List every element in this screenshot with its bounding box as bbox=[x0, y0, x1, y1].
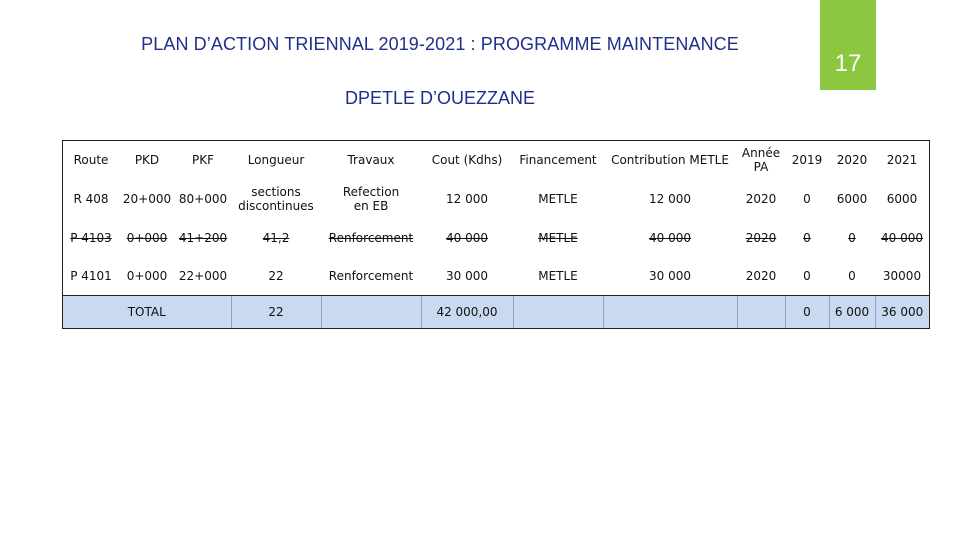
cell-2021-text: 40 000 bbox=[881, 231, 923, 245]
cell-pkf-text: 41+200 bbox=[178, 231, 228, 245]
cell-route bbox=[63, 219, 120, 257]
page-title: PLAN D’ACTION TRIENNAL 2019-2021 : PROGRAMME MAINTENANCE bbox=[141, 34, 739, 54]
total-label: TOTAL bbox=[63, 296, 232, 329]
total-contribution bbox=[603, 296, 737, 329]
cell-pkf: 22+000 bbox=[175, 257, 231, 296]
cell-travaux-line1: Refection bbox=[342, 185, 400, 199]
header-2021: 2021 bbox=[875, 141, 930, 180]
cell-2019: 0 bbox=[785, 257, 829, 296]
header-annee-line1: Année bbox=[741, 146, 781, 160]
cell-route-text: P 4103 bbox=[70, 231, 112, 245]
header-2020: 2020 bbox=[829, 141, 875, 180]
total-cout: 42 000,00 bbox=[421, 296, 513, 329]
cell-contribution: 12 000 bbox=[649, 192, 691, 206]
table-row-struck bbox=[63, 219, 930, 257]
cell-cout: 30 000 bbox=[421, 257, 513, 296]
cell-longueur-line1: sections bbox=[251, 185, 301, 199]
cell-longueur-line2: discontinues bbox=[238, 199, 314, 213]
cell-2021 bbox=[875, 219, 930, 257]
cell-cout: 12 000 bbox=[446, 192, 488, 206]
cell-longueur-text: 41,2 bbox=[262, 231, 290, 245]
cell-pkd-text: 0+000 bbox=[126, 231, 168, 245]
cell-2020 bbox=[829, 219, 875, 257]
header-pkf: PKF bbox=[175, 141, 231, 180]
header-pkd: PKD bbox=[119, 141, 175, 180]
cell-2020-text: 0 bbox=[848, 231, 856, 245]
cell-2019 bbox=[785, 219, 829, 257]
header-contribution: Contribution METLE bbox=[603, 141, 737, 180]
cell-contribution bbox=[603, 219, 737, 257]
cell-contribution: 30 000 bbox=[603, 257, 737, 296]
cell-pkf bbox=[175, 219, 231, 257]
cell-travaux bbox=[321, 179, 421, 219]
total-travaux bbox=[321, 296, 421, 329]
header-route: Route bbox=[63, 141, 120, 180]
table-row bbox=[63, 179, 930, 219]
cell-travaux-line2: en EB bbox=[353, 199, 389, 213]
cell-pkd: 20+000 bbox=[122, 192, 172, 206]
page-number-badge: 17 bbox=[820, 0, 876, 90]
total-annee bbox=[737, 296, 785, 329]
total-longueur: 22 bbox=[231, 296, 321, 329]
cell-annee: 2020 bbox=[745, 192, 777, 206]
cell-cout bbox=[421, 219, 513, 257]
table-total-row bbox=[63, 296, 930, 329]
cell-travaux-text: Renforcement bbox=[328, 231, 414, 245]
cell-cout-text: 40 000 bbox=[446, 231, 488, 245]
total-2021: 36 000 bbox=[875, 296, 930, 329]
total-financement bbox=[513, 296, 603, 329]
cell-annee-text: 2020 bbox=[745, 231, 777, 245]
cell-longueur bbox=[231, 179, 321, 219]
cell-route: R 408 bbox=[63, 179, 120, 219]
cell-longueur: 22 bbox=[231, 257, 321, 296]
header-2019: 2019 bbox=[785, 141, 829, 180]
total-2020: 6 000 bbox=[829, 296, 875, 329]
cell-pkd: 0+000 bbox=[119, 257, 175, 296]
cell-route: P 4101 bbox=[63, 257, 120, 296]
cell-financement-text: METLE bbox=[538, 231, 578, 245]
cell-2021: 30000 bbox=[875, 257, 930, 296]
cell-contribution-text: 40 000 bbox=[649, 231, 691, 245]
cell-annee: 2020 bbox=[737, 257, 785, 296]
cell-2019: 0 bbox=[803, 192, 811, 206]
cell-financement: METLE bbox=[513, 257, 603, 296]
cell-travaux bbox=[321, 219, 421, 257]
total-2019: 0 bbox=[785, 296, 829, 329]
header-travaux: Travaux bbox=[321, 141, 421, 180]
header-longueur: Longueur bbox=[231, 141, 321, 180]
cell-2021: 6000 bbox=[875, 179, 930, 219]
cell-financement: METLE bbox=[538, 192, 578, 206]
table-header-row bbox=[63, 141, 930, 180]
cell-annee bbox=[737, 219, 785, 257]
page-subtitle: DPETLE D’OUEZZANE bbox=[344, 88, 536, 108]
cell-2020: 6000 bbox=[836, 192, 868, 206]
cell-travaux: Renforcement bbox=[321, 257, 421, 296]
header-annee bbox=[737, 141, 785, 180]
cell-longueur bbox=[231, 219, 321, 257]
header-annee-line2: PA bbox=[753, 160, 769, 174]
maintenance-table bbox=[62, 140, 930, 329]
cell-2020: 0 bbox=[829, 257, 875, 296]
cell-2019-text: 0 bbox=[803, 231, 811, 245]
cell-financement bbox=[513, 219, 603, 257]
cell-pkf: 80+000 bbox=[178, 192, 228, 206]
cell-pkd bbox=[119, 219, 175, 257]
header-cout: Cout (Kdhs) bbox=[421, 141, 513, 180]
table-row bbox=[63, 257, 930, 296]
header-financement: Financement bbox=[513, 141, 603, 180]
